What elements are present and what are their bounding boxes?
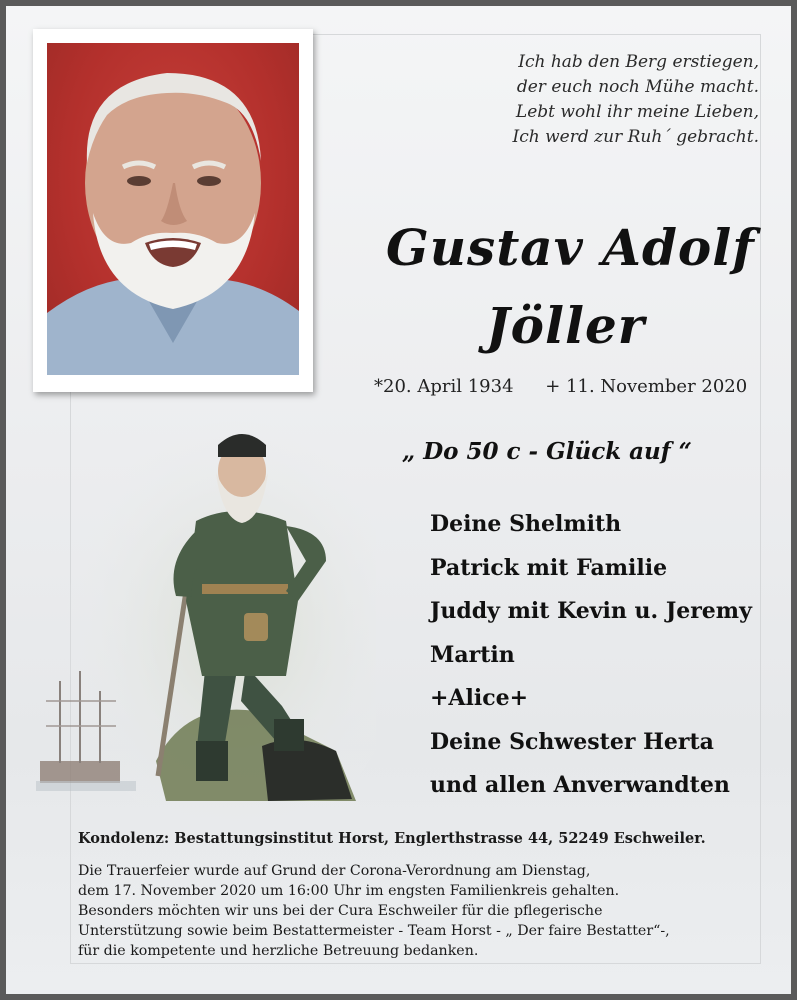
family-list bbox=[430, 503, 752, 808]
family-member: Juddy mit Kevin u. Jeremy bbox=[430, 598, 752, 624]
info-line: Die Trauerfeier wurde auf Grund der Corona-Verordnung am Dienstag, bbox=[78, 863, 591, 879]
funeral-info bbox=[78, 861, 670, 961]
verse-line: Ich hab den Berg erstiegen, bbox=[518, 52, 759, 72]
info-line: Unterstützung sowie beim Bestattermeister - Team Horst - „ Der faire Bestatter“-, bbox=[78, 923, 670, 939]
verse-line: Lebt wohl ihr meine Lieben, bbox=[515, 102, 759, 122]
deceased-first-name: Gustav Adolf bbox=[386, 218, 755, 277]
info-line: Besonders möchten wir uns bei der Cura Eschweiler für die pflegerische bbox=[78, 903, 603, 919]
family-member: Deine Schwester Herta bbox=[430, 728, 714, 755]
miner-illustration bbox=[36, 401, 376, 826]
family-member: Patrick mit Familie bbox=[430, 554, 668, 581]
family-member: +Alice+ bbox=[430, 685, 529, 711]
condolence-address: Kondolenz: Bestattungsinstitut Horst, Englerthstrasse 44, 52249 Eschweiler. bbox=[78, 830, 706, 847]
verse-line: Ich werd zur Ruh´ gebracht. bbox=[512, 127, 759, 147]
family-member: und allen Anverwandten bbox=[430, 772, 730, 798]
info-line: dem 17. November 2020 um 16:00 Uhr im engsten Familienkreis gehalten. bbox=[78, 883, 620, 899]
family-member: Deine Shelmith bbox=[430, 511, 622, 537]
verse-line: der euch noch Mühe macht. bbox=[516, 77, 759, 97]
portrait-illustration bbox=[47, 43, 299, 375]
portrait-photo bbox=[47, 43, 299, 375]
birth-date: *20. April 1934 bbox=[374, 376, 514, 397]
death-date: + 11. November 2020 bbox=[545, 376, 748, 397]
deceased-last-name: Jöller bbox=[486, 296, 646, 355]
info-line: für die kompetente und herzliche Betreuung bedanken. bbox=[78, 943, 479, 959]
poem-verse bbox=[513, 50, 759, 150]
family-member: Martin bbox=[430, 641, 515, 668]
portrait-frame bbox=[33, 29, 313, 392]
motto: „ Do 50 c - Glück auf “ bbox=[402, 438, 692, 465]
life-dates bbox=[374, 376, 747, 397]
